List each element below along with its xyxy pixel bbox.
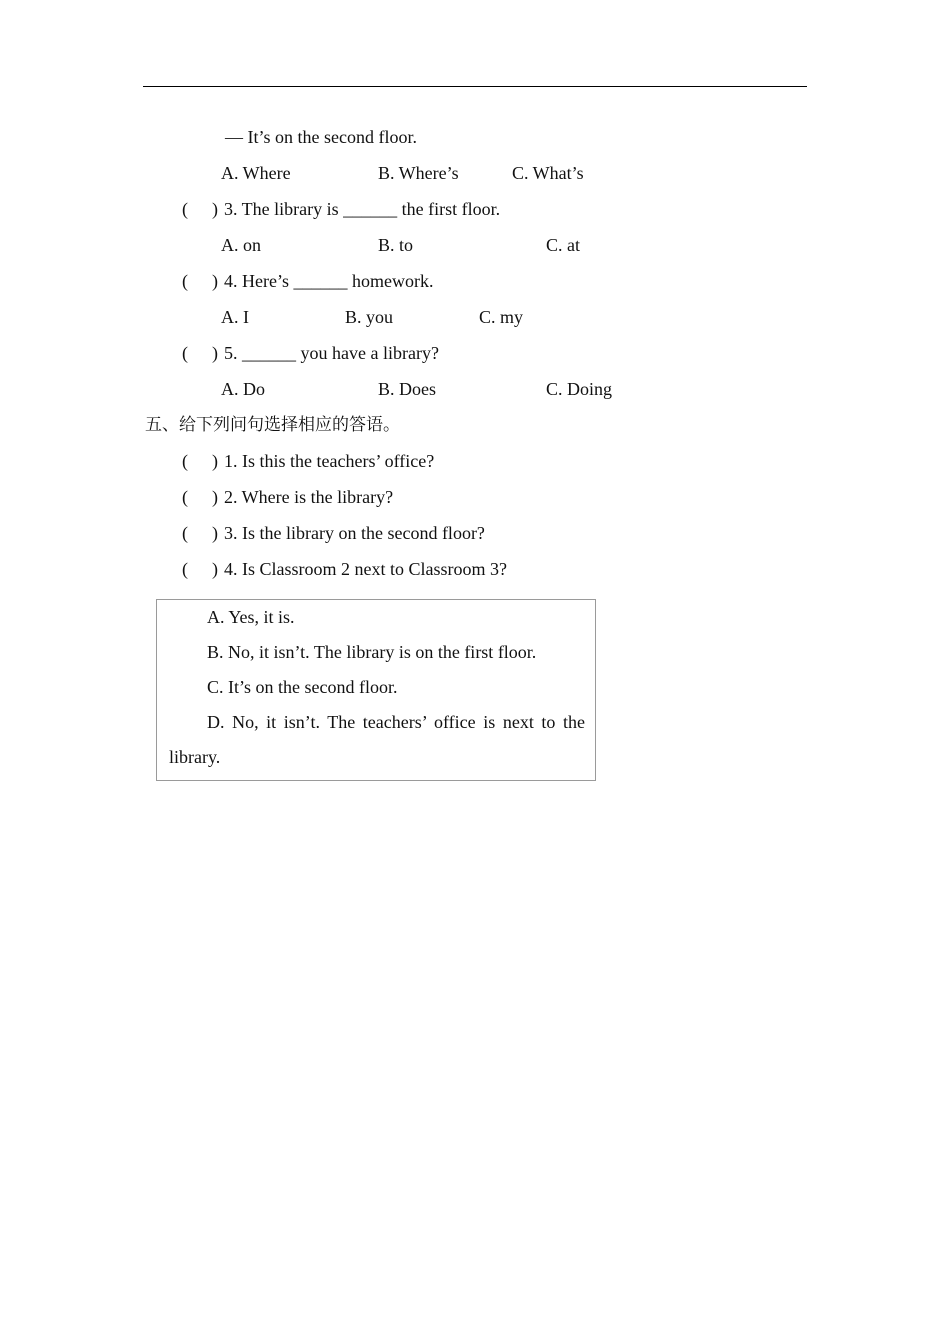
- question-4-option-b: B. you: [345, 307, 394, 327]
- s5-question-2-paren-open: (: [182, 487, 188, 507]
- question-3-text: 3. The library is ______ the first floor.: [224, 199, 501, 219]
- question-4-paren-close: ): [212, 271, 218, 291]
- s5-question-1-paren-close: ): [212, 451, 218, 471]
- question-3-option-a: A. on: [221, 235, 261, 255]
- question-4-paren-open: (: [182, 271, 188, 291]
- s5-question-3-paren-close: ): [212, 523, 218, 543]
- question-5-text: 5. ______ you have a library?: [224, 343, 439, 363]
- s5-question-1-text: 1. Is this the teachers’ office?: [224, 451, 435, 471]
- s5-question-4-paren-open: (: [182, 559, 188, 579]
- answer-c: C. It’s on the second floor.: [207, 677, 398, 697]
- answer-box: [156, 599, 596, 781]
- question-3-paren-open: (: [182, 199, 188, 219]
- s5-question-2-text: 2. Where is the library?: [224, 487, 394, 507]
- answer-a: A. Yes, it is.: [207, 607, 295, 627]
- header-rule: [143, 86, 807, 87]
- question-3-paren-close: ): [212, 199, 218, 219]
- s5-question-4-text: 4. Is Classroom 2 next to Classroom 3?: [224, 559, 507, 579]
- question-5-option-a: A. Do: [221, 379, 265, 399]
- question-5-option-c: C. Doing: [546, 379, 613, 399]
- s5-question-4-paren-close: ): [212, 559, 218, 579]
- question-5-option-b: B. Does: [378, 379, 436, 399]
- question-2-option-c: C. What’s: [512, 163, 584, 183]
- s5-question-3-text: 3. Is the library on the second floor?: [224, 523, 485, 543]
- question-2-answer-line: — It’s on the second floor.: [225, 127, 417, 147]
- s5-question-1-paren-open: (: [182, 451, 188, 471]
- question-4-option-a: A. I: [221, 307, 249, 327]
- section-5-title: 五、给下列问句选择相应的答语。: [145, 415, 400, 435]
- answer-b: B. No, it isn’t. The library is on the first floor.: [207, 642, 537, 662]
- question-2-option-b: B. Where’s: [378, 163, 459, 183]
- s5-question-3-paren-open: (: [182, 523, 188, 543]
- question-2-option-a: A. Where: [221, 163, 291, 183]
- question-3-option-c: C. at: [546, 235, 580, 255]
- question-4-text: 4. Here’s ______ homework.: [224, 271, 434, 291]
- question-4-option-c: C. my: [479, 307, 524, 327]
- question-3-option-b: B. to: [378, 235, 414, 255]
- s5-question-2-paren-close: ): [212, 487, 218, 507]
- answer-d-line-1: D. No, it isn’t. The teachers’ office is next to the: [207, 712, 585, 732]
- question-5-paren-open: (: [182, 343, 188, 363]
- question-5-paren-close: ): [212, 343, 218, 363]
- answer-d-line-2: library.: [169, 747, 221, 767]
